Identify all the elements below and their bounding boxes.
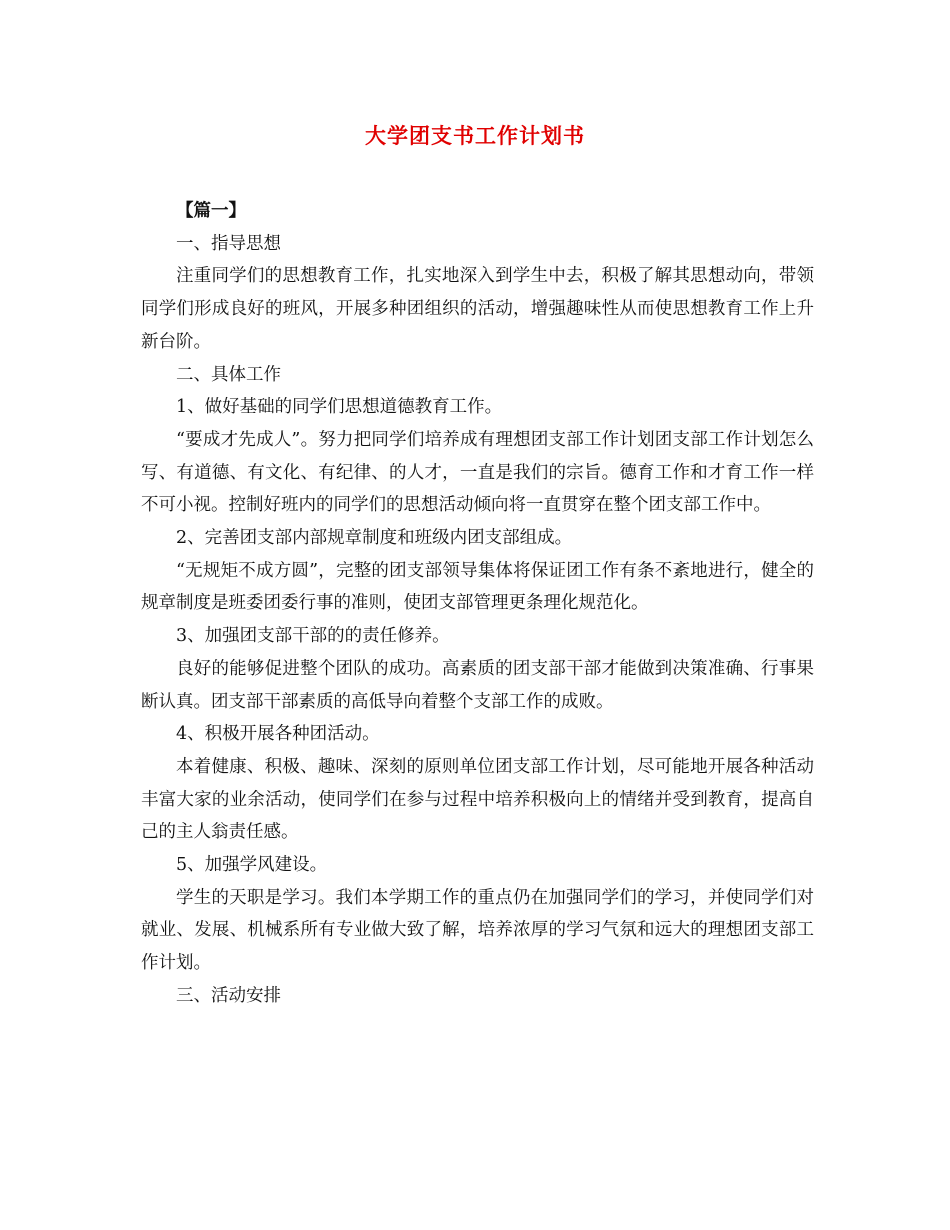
subheading-item-2: 2、完善团支部内部规章制度和班级内团支部组成。 <box>176 528 573 549</box>
section-label: 【篇一】 <box>176 201 246 221</box>
heading-guiding-thought: 一、指导思想 <box>176 233 281 254</box>
paragraph: “要成才先成人”。努力把同学们培养成有理想团支部工作计划团支部工作计划怎么写、有道德、有文化、有纪律、的人才，一直是我们的宗旨。德育工作和才育工作一样不可小视。控制好班内的同学们的思想活动倾向将一直贯穿在整个团支部工作中。 <box>141 429 814 516</box>
paragraph: 本着健康、积极、趣味、深刻的原则单位团支部工作计划，尽可能地开展各种活动丰富大家的业余活动，使同学们在参与过程中培养积极向上的情绪并受到教育，提高自己的主人翁责任感。 <box>141 756 814 843</box>
subheading-item-1: 1、做好基础的同学们思想道德教育工作。 <box>176 397 503 418</box>
subheading-item-3: 3、加强团支部干部的的责任修养。 <box>176 626 450 647</box>
document-title: 大学团支书工作计划书 <box>365 123 585 148</box>
heading-specific-work: 二、具体工作 <box>176 364 281 385</box>
subheading-item-4: 4、积极开展各种团活动。 <box>176 724 380 745</box>
subheading-item-5: 5、加强学风建设。 <box>176 855 328 876</box>
paragraph: 注重同学们的思想教育工作，扎实地深入到学生中去，积极了解其思想动向，带领同学们形成良好的班风，开展多种团组织的活动，增强趣味性从而使思想教育工作上升新台阶。 <box>141 266 814 352</box>
paragraph: “无规矩不成方圆”，完整的团支部领导集体将保证团工作有条不紊地进行，健全的规章制度是班委团委行事的准则，使团支部管理更条理化规范化。 <box>141 560 814 614</box>
heading-activity-arrangement: 三、活动安排 <box>176 985 281 1006</box>
document-body <box>141 195 814 1013</box>
paragraph: 学生的天职是学习。我们本学期工作的重点仍在加强同学们的学习，并使同学们对就业、发展、机械系所有专业做大致了解，培养浓厚的学习气氛和远大的理想团支部工作计划。 <box>141 887 814 974</box>
paragraph: 良好的能够促进整个团队的成功。高素质的团支部干部才能做到决策准确、行事果断认真。团支部干部素质的高低导向着整个支部工作的成败。 <box>141 658 814 712</box>
